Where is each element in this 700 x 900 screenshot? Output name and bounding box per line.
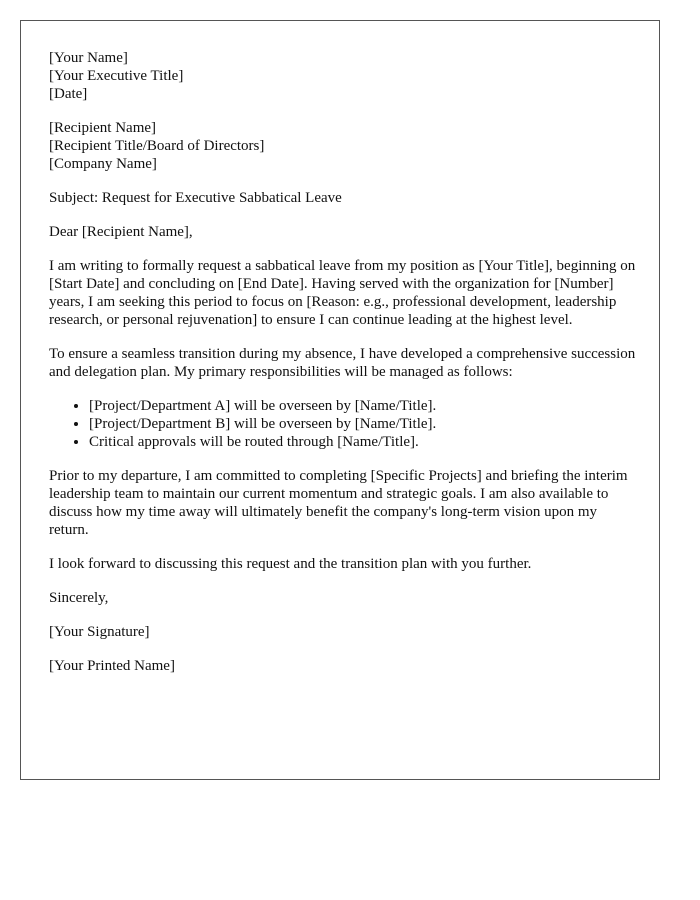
delegation-list	[49, 397, 639, 451]
commitment-paragraph: Prior to my departure, I am committed to completing [Specific Projects] and briefing the interim leadership team to maintain our current momentum and strategic goals. I am also available to discuss how my time away will ultimately benefit the company's long-term vision upon my return.	[49, 468, 628, 538]
letter-body	[49, 49, 639, 691]
recipient-title: [Recipient Title/Board of Directors]	[49, 138, 265, 154]
letter-date: [Date]	[49, 86, 88, 102]
sender-title: [Your Executive Title]	[49, 68, 184, 84]
printed-name: [Your Printed Name]	[49, 658, 175, 674]
list-item: • [Project/Department A] will be overseen by [Name/Title].	[89, 397, 639, 415]
recipient-block	[49, 119, 639, 173]
salutation: Dear [Recipient Name],	[49, 224, 193, 240]
signature-line: [Your Signature]	[49, 624, 150, 640]
subject-line: Subject: Request for Executive Sabbatical Leave	[49, 190, 342, 206]
closing-salutation: Sincerely,	[49, 590, 109, 606]
sender-name: [Your Name]	[49, 50, 128, 66]
transition-paragraph: To ensure a seamless transition during my absence, I have developed a comprehensive succession and delegation plan. My primary responsibilities will be managed as follows:	[49, 346, 636, 380]
letter-page	[20, 20, 660, 780]
closing-paragraph: I look forward to discussing this request and the transition plan with you further.	[49, 556, 532, 572]
sender-block	[49, 49, 639, 103]
intro-paragraph: I am writing to formally request a sabbatical leave from my position as [Your Title], beginning on [Start Date] and concluding on [End Date]. Having served with the organization for [Number] years, I am seeking this period to focus on [Reason: e.g., professional development, leadership research, or personal rejuvenation] to ensure I can continue leading at the highest level.	[49, 258, 636, 328]
list-item: • [Project/Department B] will be overseen by [Name/Title].	[89, 415, 639, 433]
recipient-name: [Recipient Name]	[49, 120, 157, 136]
list-item: • Critical approvals will be routed through [Name/Title].	[89, 433, 639, 451]
recipient-company: [Company Name]	[49, 156, 157, 172]
